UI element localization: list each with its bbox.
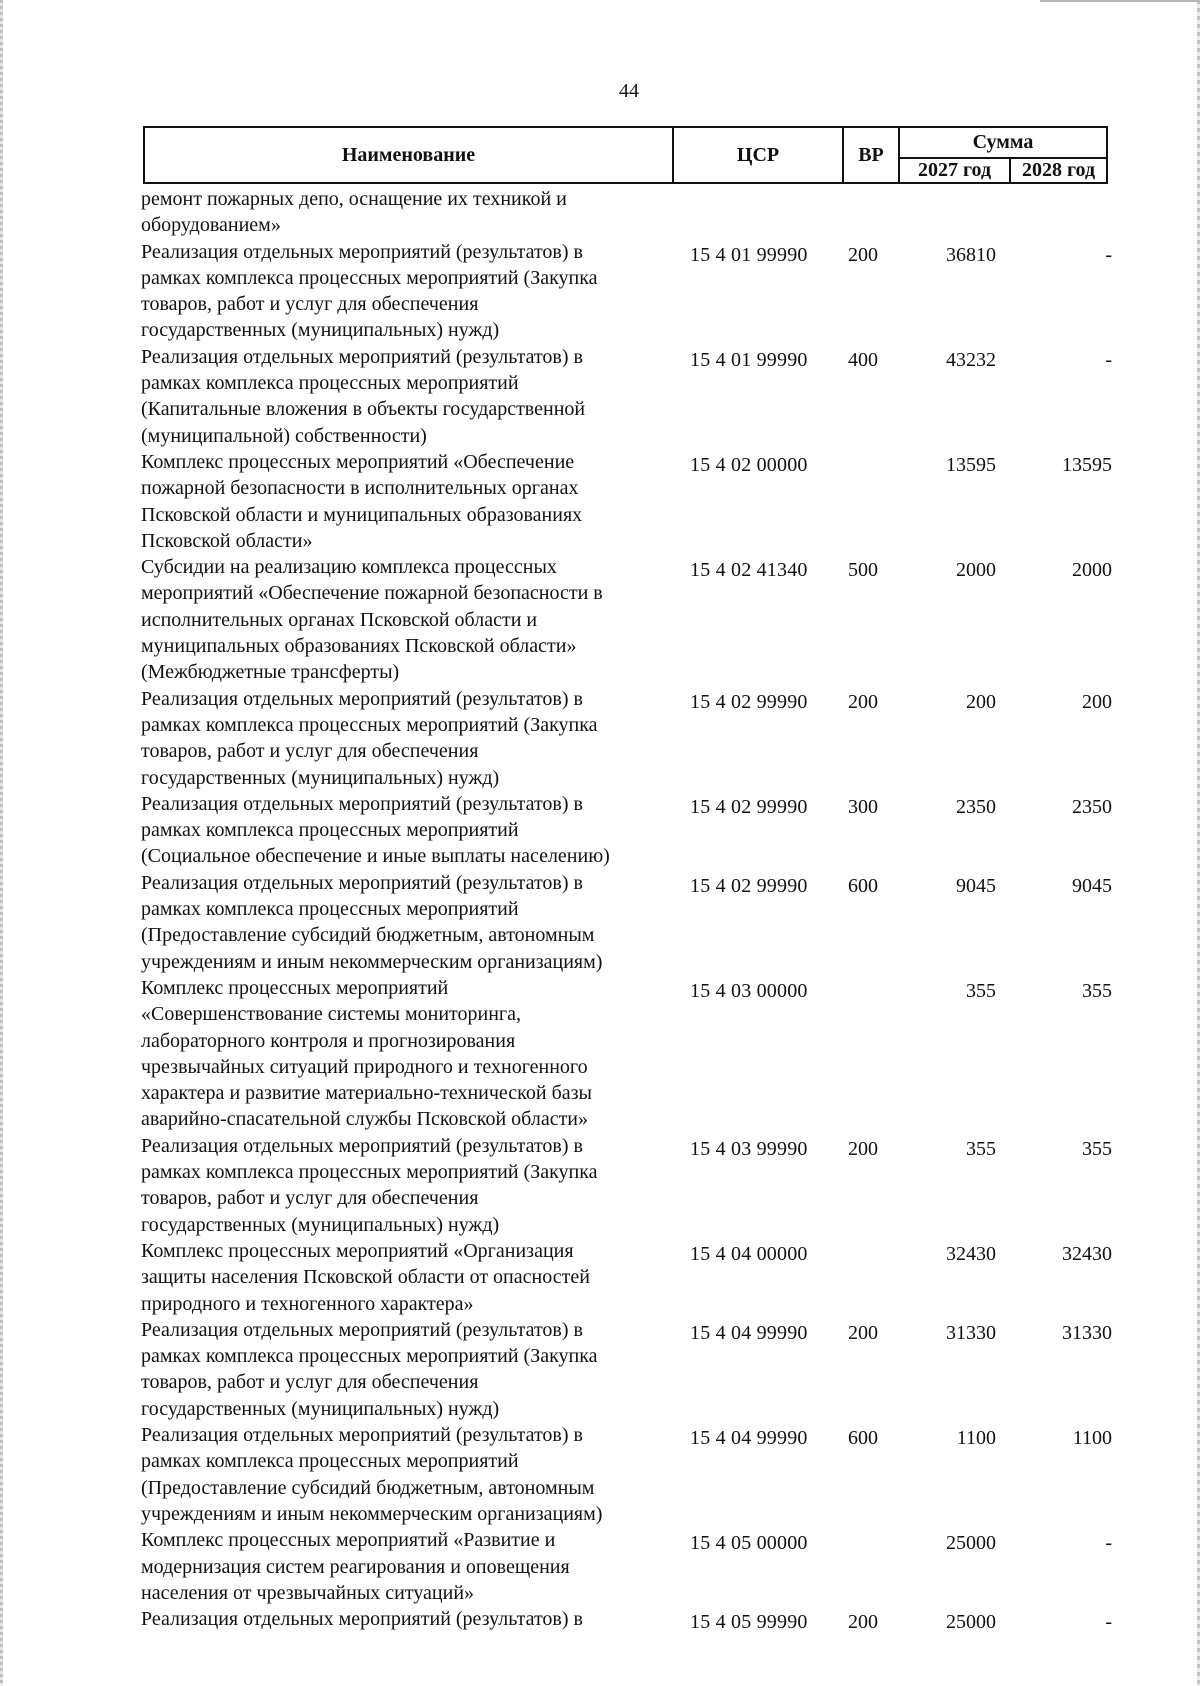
- table-row: [0, 554, 1200, 686]
- row-name-line: государственных (муниципальных) нужд): [141, 319, 500, 342]
- row-vr: 500: [848, 559, 878, 582]
- row-csr: 15 4 04 00000: [690, 1243, 808, 1265]
- table-row: [0, 1133, 1200, 1238]
- row-csr: 15 4 03 00000: [690, 980, 808, 1002]
- row-csr: 15 4 05 00000: [690, 1532, 808, 1555]
- row-name-line: защиты населения Псковской области от опасностей: [141, 1266, 590, 1289]
- table-row: [0, 1606, 1200, 1632]
- row-name: [141, 975, 671, 1133]
- row-name: [141, 870, 671, 975]
- row-name-line: мероприятий «Обеспечение пожарной безопасности в: [141, 582, 603, 605]
- row-sum-2028: 32430: [1062, 1243, 1112, 1265]
- row-vr: 400: [848, 348, 878, 371]
- table-row: [0, 870, 1200, 975]
- row-name-line: рамках комплекса процессных мероприятий (Закупка: [141, 713, 598, 736]
- table-row: [0, 791, 1200, 870]
- row-csr: 15 4 01 99990: [690, 243, 808, 266]
- row-name-line: Комплекс процессных мероприятий «Обеспечение: [141, 451, 575, 473]
- row-vr: 200: [848, 1137, 878, 1160]
- row-name-line: Реализация отдельных мероприятий (результатов) в: [141, 1424, 583, 1447]
- row-vr: 200: [848, 690, 878, 713]
- row-name-line: Комплекс процессных мероприятий «Развитие и: [141, 1529, 556, 1552]
- row-name-line: государственных (муниципальных) нужд): [141, 1213, 500, 1236]
- row-name: [141, 1527, 671, 1606]
- row-name-line: оборудованием»: [141, 214, 281, 237]
- table-row: [0, 1238, 1200, 1317]
- table-row: [0, 344, 1200, 449]
- row-name-line: природного и техногенного характера»: [141, 1292, 474, 1315]
- row-name: [141, 791, 671, 870]
- row-name-line: лабораторного контроля и прогнозирования: [141, 1029, 516, 1052]
- row-sum-2027: 200: [966, 690, 996, 713]
- row-name-line: товаров, работ и услуг для обеспечения: [141, 293, 479, 316]
- row-name-line: (муниципальной) собственности): [141, 424, 427, 447]
- row-sum-2027: 32430: [946, 1243, 996, 1265]
- table-row: [0, 449, 1200, 554]
- row-sum-2027: 13595: [946, 454, 996, 476]
- row-csr: 15 4 02 99990: [690, 874, 808, 897]
- table-row: [0, 186, 1200, 239]
- row-name-line: Субсидии на реализацию комплекса процессных: [141, 556, 557, 579]
- page-number: 44: [619, 80, 639, 102]
- row-name-line: Комплекс процессных мероприятий: [141, 977, 449, 999]
- row-name-line: Реализация отдельных мероприятий (результатов) в: [141, 871, 583, 894]
- row-name-line: товаров, работ и услуг для обеспечения: [141, 1187, 479, 1210]
- row-csr: 15 4 03 99990: [690, 1137, 808, 1160]
- table-row: [0, 686, 1200, 791]
- row-name-line: муниципальных образованиях Псковской области»: [141, 635, 577, 658]
- row-sum-2028: -: [1105, 243, 1112, 266]
- row-csr: 15 4 05 99990: [690, 1611, 808, 1634]
- row-name-line: Реализация отдельных мероприятий (результатов) в: [141, 1608, 583, 1631]
- header-name: Наименование: [341, 143, 476, 166]
- row-sum-2027: 43232: [946, 348, 996, 371]
- table-header: [143, 126, 1108, 184]
- row-name: [141, 1133, 671, 1238]
- row-name-line: государственных (муниципальных) нужд): [141, 1397, 500, 1420]
- row-name-line: рамках комплекса процессных мероприятий: [141, 372, 519, 395]
- row-name-line: Комплекс процессных мероприятий «Организация: [141, 1240, 574, 1262]
- row-sum-2028: 200: [1082, 690, 1112, 713]
- row-name-line: модернизация систем реагирования и оповещения: [141, 1555, 570, 1578]
- row-name-line: Реализация отдельных мероприятий (результатов) в: [141, 687, 583, 710]
- row-sum-2027: 25000: [946, 1532, 996, 1555]
- row-sum-2028: 1100: [1072, 1427, 1112, 1450]
- row-name: [141, 686, 671, 791]
- row-csr: 15 4 02 41340: [690, 559, 808, 582]
- row-vr: 300: [848, 795, 878, 818]
- row-sum-2028: 355: [1082, 980, 1112, 1002]
- row-name-line: Псковской области и муниципальных образованиях: [141, 503, 583, 526]
- row-sum-2028: -: [1105, 1532, 1112, 1555]
- row-name-line: товаров, работ и услуг для обеспечения: [141, 1371, 479, 1394]
- row-csr: 15 4 02 99990: [690, 690, 808, 713]
- scan-top-line: [1040, 0, 1200, 2]
- row-name-line: рамках комплекса процессных мероприятий (Закупка: [141, 266, 598, 289]
- row-name-line: рамках комплекса процессных мероприятий (Закупка: [141, 1161, 598, 1184]
- row-name-line: рамках комплекса процессных мероприятий (Закупка: [141, 1345, 598, 1368]
- row-name-line: учреждениям и иным некоммерческим организациям): [141, 1502, 603, 1525]
- row-name-line: чрезвычайных ситуаций природного и техногенного: [141, 1055, 588, 1078]
- row-sum-2028: 2350: [1072, 795, 1112, 818]
- row-name-line: характера и развитие материально-технической базы: [141, 1082, 592, 1105]
- row-name-line: Реализация отдельных мероприятий (результатов) в: [141, 240, 583, 263]
- row-csr: 15 4 04 99990: [690, 1321, 808, 1344]
- row-sum-2028: 2000: [1072, 559, 1112, 582]
- header-sum: Сумма: [972, 131, 1034, 153]
- row-name-line: Реализация отдельных мероприятий (результатов) в: [141, 1318, 583, 1341]
- row-sum-2028: 31330: [1062, 1321, 1112, 1344]
- row-name-line: аварийно-спасательной службы Псковской области»: [141, 1108, 589, 1131]
- row-sum-2027: 9045: [956, 874, 996, 897]
- row-csr: 15 4 01 99990: [690, 348, 808, 371]
- row-name-line: Реализация отдельных мероприятий (результатов) в: [141, 792, 583, 815]
- row-name-line: «Совершенствование системы мониторинга,: [141, 1003, 521, 1026]
- table-row: [0, 975, 1200, 1133]
- row-name: [141, 186, 671, 239]
- row-name-line: (Капитальные вложения в объекты государственной: [141, 398, 586, 421]
- row-name: [141, 1422, 671, 1527]
- row-name: [141, 1238, 671, 1317]
- row-name-line: рамках комплекса процессных мероприятий: [141, 1450, 519, 1473]
- table-row: [0, 1527, 1200, 1606]
- row-csr: 15 4 04 99990: [690, 1427, 808, 1450]
- row-sum-2027: 1100: [956, 1427, 996, 1450]
- row-sum-2028: -: [1105, 1611, 1112, 1634]
- header-vr: ВР: [858, 143, 884, 166]
- row-name-line: (Предоставление субсидий бюджетным, автономным: [141, 1476, 595, 1499]
- row-name-line: исполнительных органах Псковской области и: [141, 608, 538, 631]
- row-sum-2028: 9045: [1072, 874, 1112, 897]
- row-vr: 200: [848, 1611, 878, 1634]
- table-row: [0, 1422, 1200, 1527]
- row-csr: 15 4 02 00000: [690, 454, 808, 476]
- row-name-line: (Социальное обеспечение и иные выплаты населению): [141, 845, 610, 868]
- row-name: [141, 344, 671, 449]
- row-sum-2028: -: [1105, 348, 1112, 371]
- row-name: [141, 239, 671, 344]
- row-name: [141, 1317, 671, 1422]
- table-row: [0, 1317, 1200, 1422]
- row-vr: 200: [848, 1321, 878, 1344]
- row-name: [141, 554, 671, 685]
- row-name-line: (Межбюджетные трансферты): [141, 661, 400, 684]
- row-name: [141, 449, 671, 554]
- row-name-line: рамках комплекса процессных мероприятий: [141, 819, 519, 842]
- row-sum-2027: 355: [966, 980, 996, 1002]
- row-name-line: Реализация отдельных мероприятий (результатов) в: [141, 345, 583, 368]
- row-name-line: государственных (муниципальных) нужд): [141, 766, 500, 789]
- row-vr: 600: [848, 874, 878, 897]
- row-sum-2028: 13595: [1062, 454, 1112, 476]
- row-sum-2028: 355: [1082, 1137, 1112, 1160]
- header-csr: ЦСР: [736, 143, 780, 166]
- row-name-line: (Предоставление субсидий бюджетным, автономным: [141, 924, 595, 947]
- row-name-line: товаров, работ и услуг для обеспечения: [141, 740, 479, 763]
- row-csr: 15 4 02 99990: [690, 795, 808, 818]
- row-name-line: рамках комплекса процессных мероприятий: [141, 898, 519, 921]
- row-name-line: ремонт пожарных депо, оснащение их техникой и: [141, 188, 567, 210]
- header-year-2027: 2027 год: [917, 159, 992, 181]
- row-sum-2027: 25000: [946, 1611, 996, 1634]
- row-sum-2027: 355: [966, 1137, 996, 1160]
- row-vr: 600: [848, 1427, 878, 1450]
- row-name: [141, 1606, 671, 1632]
- row-name-line: Псковской области»: [141, 529, 313, 552]
- row-name-line: пожарной безопасности в исполнительных органах: [141, 477, 579, 500]
- row-vr: 200: [848, 243, 878, 266]
- row-name-line: Реализация отдельных мероприятий (результатов) в: [141, 1134, 583, 1157]
- row-sum-2027: 31330: [946, 1321, 996, 1344]
- row-sum-2027: 36810: [946, 243, 996, 266]
- row-name-line: учреждениям и иным некоммерческим организациям): [141, 950, 603, 973]
- row-sum-2027: 2350: [956, 795, 996, 818]
- header-year-2028: 2028 год: [1021, 159, 1096, 181]
- table-row: [0, 239, 1200, 344]
- row-name-line: населения от чрезвычайных ситуаций»: [141, 1581, 475, 1604]
- row-sum-2027: 2000: [956, 559, 996, 582]
